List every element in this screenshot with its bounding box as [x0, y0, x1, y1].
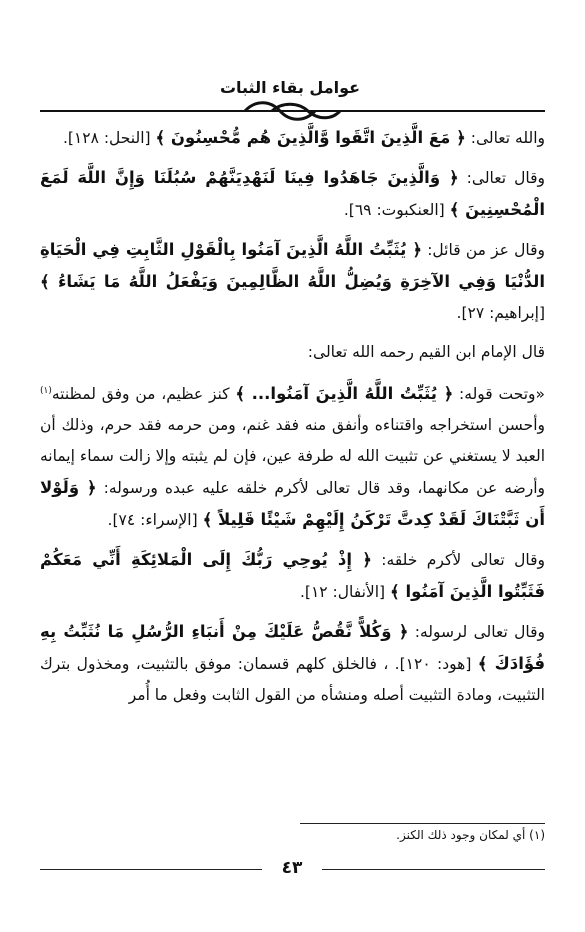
footer-rule-left: [40, 869, 262, 870]
quran-verse: ﴿ إِذْ يُوحِي رَبُّكَ إِلَى الْمَلائِكَةِ أَنِّي مَعَكُمْ فَثَبِّتُوا الَّذِينَ آمَنُوا ﴾: [40, 550, 545, 602]
paragraph-2: وقال تعالى: ﴿ وَالَّذِينَ جَاهَدُوا فِينَا لَنَهْدِيَنَّهُمْ سُبُلَنَا وَإِنَّ اللَّهَ لَمَعَ الْمُحْسِنِينَ ﴾ [العنكبوت: ٦٩].: [40, 168, 545, 219]
footnote-marker: (١): [40, 386, 52, 396]
paragraph-4: قال الإمام ابن القيم رحمه الله تعالى:: [307, 343, 545, 361]
footer-rule-right: [322, 869, 545, 870]
quran-verse: ﴿ وَلَوْلا أَن ثَبَّتْنَاكَ لَقَدْ كِدتَّ تَرْكَنُ إِلَيْهِمْ شَيْئًا قَلِيلاً ﴾: [40, 478, 545, 530]
quran-verse: ﴿ يُثَبِّتُ اللَّهُ الَّذِينَ آمَنُوا بِالْقَوْلِ الثَّابِتِ فِي الْحَيَاةِ الدُّنْيَا وَفِي الآخِرَةِ وَيُضِلُّ اللَّهُ الظَّالِمِينَ وَيَفْعَلُ اللَّهُ مَا يَشَاءُ ﴾: [40, 240, 545, 291]
paragraph-7: وقال تعالى لرسوله: ﴿ وَكُلاًّ نَّقُصُّ عَلَيْكَ مِنْ أَنبَاءِ الرُّسُلِ مَا نُثَبِّتُ بِهِ فُؤَادَكَ ﴾ [هود: ١٢٠]. ، فالخلق كلهم قسمان: موفق بالتثبيت، ومخذول بترك التثبيت، ومادة التثبيت أصله ومنشأه من القول الثابت وفعل ما أُمر: [40, 622, 545, 705]
paragraph-5: «وتحت قوله: ﴿ يُثَبِّتُ اللَّهُ الَّذِينَ آمَنُوا... ﴾ كنز عظيم، من وفق لمظنته$^{(١)}$ وأحسن استخراجه واقتناءه وأنفق منه فقد غنم، ومن حرمه فقد حرم، وذلك أن العبد لا يستغني عن تثبيت الله له طرفة عين، فإن لم يثبته وإلا زالت سماء إيمانه وأرضه عن مكانهما، وقد قال تعالى لأكرم خلقه عليه عبده ورسوله: ﴿ وَلَوْلا أَن ثَبَّتْنَاكَ لَقَدْ كِدتَّ تَرْكَنُ إِلَيْهِمْ شَيْئًا قَلِيلاً ﴾ [الإسراء: ٧٤].: [40, 384, 546, 530]
header-ornament: [40, 100, 545, 122]
quran-verse: ﴿ وَالَّذِينَ جَاهَدُوا فِينَا لَنَهْدِيَنَّهُمْ سُبُلَنَا وَإِنَّ اللَّهَ لَمَعَ الْمُحْسِنِينَ ﴾: [40, 168, 545, 219]
quran-verse: ﴿ وَكُلاًّ نَّقُصُّ عَلَيْكَ مِنْ أَنبَاءِ الرُّسُلِ مَا نُثَبِّتُ بِهِ فُؤَادَكَ ﴾: [40, 622, 545, 674]
page-number: ٤٣: [281, 858, 303, 878]
quran-verse: ﴿ يُثَبِّتُ اللَّهُ الَّذِينَ آمَنُوا... ﴾: [235, 384, 454, 404]
footnote: (١) أي لمكان وجود ذلك الكنز.: [396, 828, 545, 842]
quran-verse: ﴿ مَعَ الَّذِينَ اتَّقَوا وَّالَّذِينَ هُم مُّحْسِنُونَ ﴾: [155, 128, 466, 147]
paragraph-6: وقال تعالى لأكرم خلقه: ﴿ إِذْ يُوحِي رَبُّكَ إِلَى الْمَلائِكَةِ أَنِّي مَعَكُمْ فَثَبِّتُوا الَّذِينَ آمَنُوا ﴾ [الأنفال: ١٢].: [40, 550, 546, 602]
body-text: [40, 122, 545, 719]
footnote-divider: [300, 823, 545, 824]
paragraph-1: والله تعالى: ﴿ مَعَ الَّذِينَ اتَّقَوا وَّالَّذِينَ هُم مُّحْسِنُونَ ﴾ [النحل: ١٢٨].: [62, 128, 545, 147]
paragraph-3: وقال عز من قائل: ﴿ يُثَبِّتُ اللَّهُ الَّذِينَ آمَنُوا بِالْقَوْلِ الثَّابِتِ فِي الْحَيَاةِ الدُّنْيَا وَفِي الآخِرَةِ وَيُضِلُّ اللَّهُ الظَّالِمِينَ وَيَفْعَلُ اللَّهُ مَا يَشَاءُ ﴾ [إبراهيم: ٢٧].: [40, 240, 545, 322]
running-header: عوامل بقاء الثبات: [219, 78, 361, 97]
